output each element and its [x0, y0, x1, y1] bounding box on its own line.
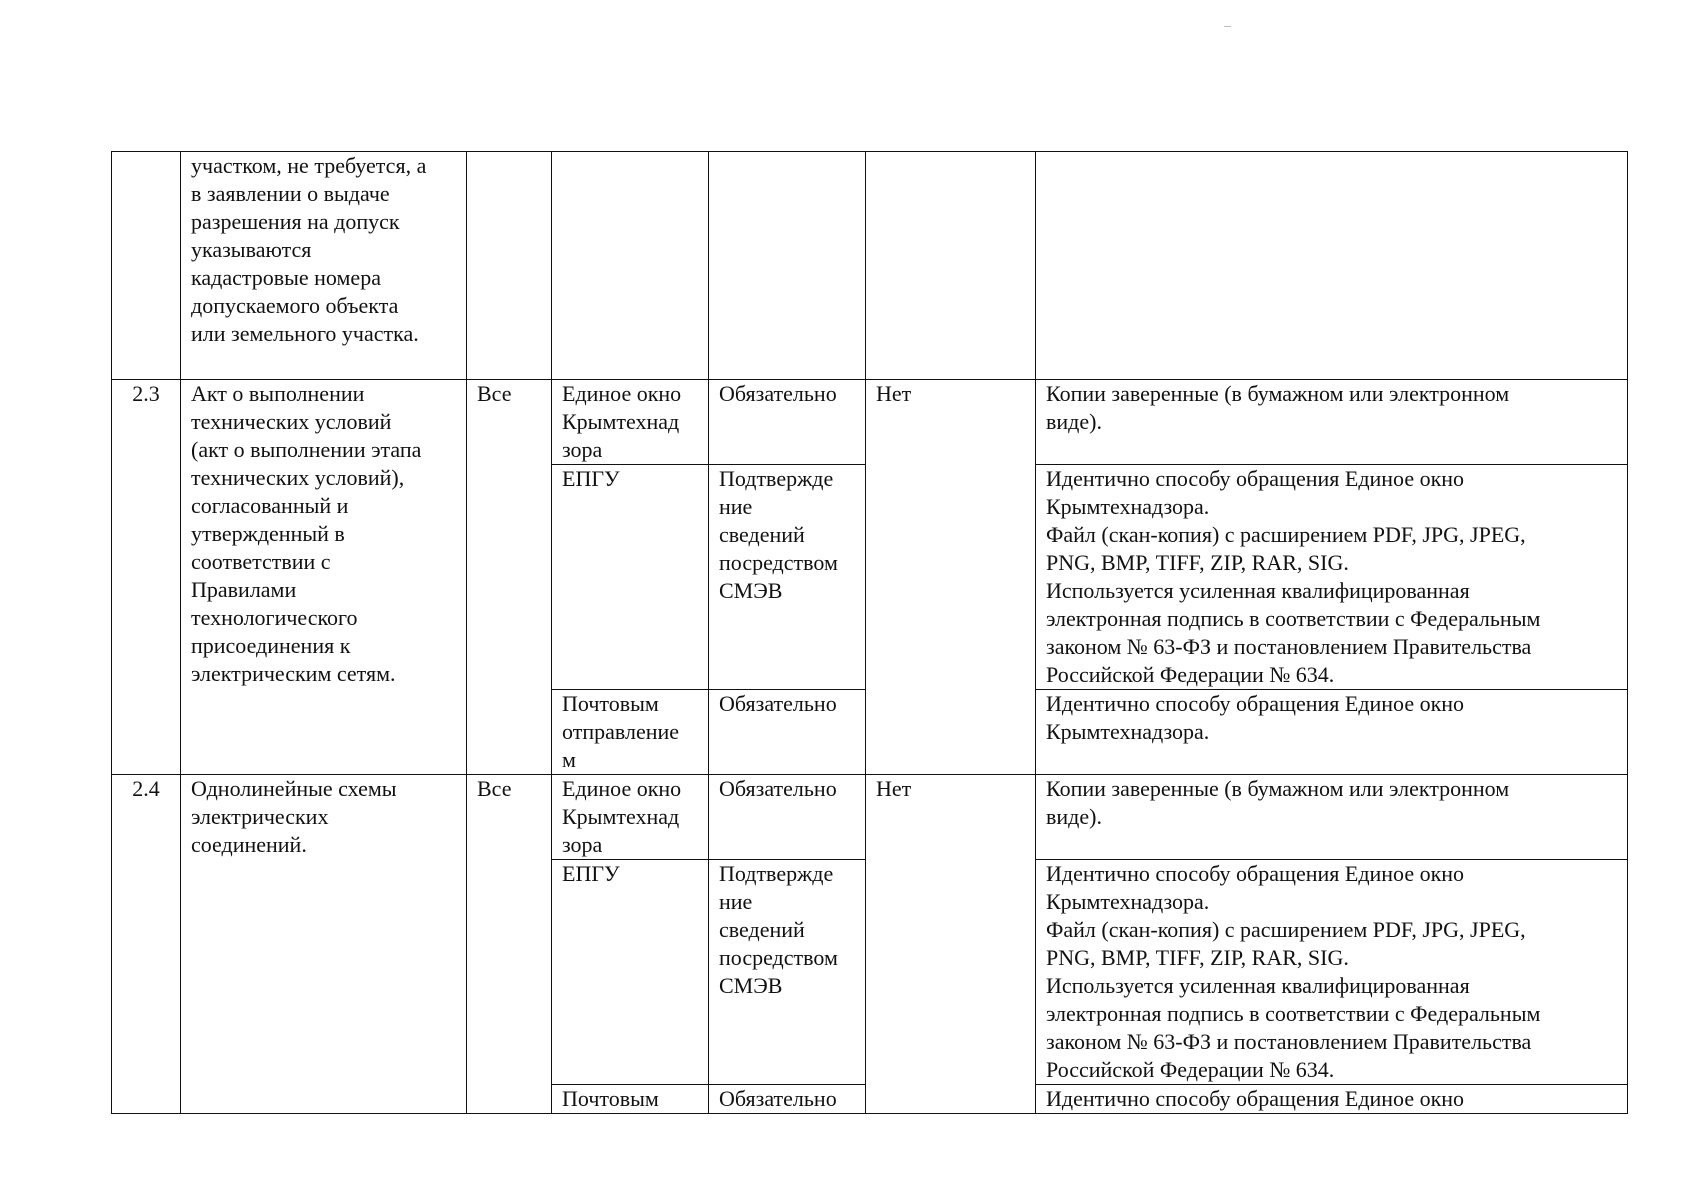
- document-table: [111, 151, 1628, 1114]
- requirement-value: Нет: [866, 380, 1036, 775]
- submission-requirement: Подтвержде ние сведений посредством СМЭВ: [709, 860, 866, 1085]
- document-form: Идентично способу обращения Единое окно: [1036, 1085, 1628, 1114]
- requirement-value: Нет: [866, 775, 1036, 1114]
- row-number: 2.4: [112, 775, 181, 1114]
- submission-requirement: Обязательно: [709, 775, 866, 860]
- document-form: Идентично способу обращения Единое окно Крымтехнадзора. Файл (скан-копия) с расширением PDF, JPG, JPEG, PNG, BMP, TIFF, ZIP, RAR, SIG. Используется усиленная квалифицированная электронная подпись в соответствии с Федеральным законом № 63-ФЗ и постановлением Правительства Российской Федерации № 634.: [1036, 465, 1628, 690]
- requirement-cell: [866, 152, 1036, 380]
- document-form: Копии заверенные (в бумажном или электронном виде).: [1036, 775, 1628, 860]
- submission-channel: ЕПГУ: [552, 465, 709, 690]
- submission-cell: [709, 152, 866, 380]
- submission-channel: Единое окно Крымтехнад зора: [552, 380, 709, 465]
- table-row: [112, 380, 1628, 465]
- document-description: Однолинейные схемы электрических соединений.: [181, 775, 467, 1114]
- submission-channel: Единое окно Крымтехнад зора: [552, 775, 709, 860]
- submission-channel: ЕПГУ: [552, 860, 709, 1085]
- applicant-category: Все: [467, 380, 552, 775]
- submission-requirement: Подтвержде ние сведений посредством СМЭВ: [709, 465, 866, 690]
- table-row: [112, 775, 1628, 860]
- submission-channel: Почтовым: [552, 1085, 709, 1114]
- document-form: Идентично способу обращения Единое окно Крымтехнадзора. Файл (скан-копия) с расширением PDF, JPG, JPEG, PNG, BMP, TIFF, ZIP, RAR, SIG. Используется усиленная квалифицированная электронная подпись в соответствии с Федеральным законом № 63-ФЗ и постановлением Правительства Российской Федерации № 634.: [1036, 860, 1628, 1085]
- row-number: 2.3: [112, 380, 181, 775]
- submission-requirement: Обязательно: [709, 690, 866, 775]
- table-row-continuation: [112, 152, 1628, 380]
- channel-cell: [552, 152, 709, 380]
- document-form: Идентично способу обращения Единое окно Крымтехнадзора.: [1036, 690, 1628, 775]
- description-cell: участком, не требуется, а в заявлении о выдаче разрешения на допуск указываются кадастровые номера допускаемого объекта или земельного участка.: [181, 152, 467, 380]
- form-cell: [1036, 152, 1628, 380]
- submission-channel: Почтовым отправление м: [552, 690, 709, 775]
- applicant-category: Все: [467, 775, 552, 1114]
- applicants-cell: [467, 152, 552, 380]
- document-description: Акт о выполнении технических условий (акт о выполнении этапа технических условий), согласованный и утвержденный в соответствии с Правилами технологического присоединения к электрическим сетям.: [181, 380, 467, 775]
- document-form: Копии заверенные (в бумажном или электронном виде).: [1036, 380, 1628, 465]
- number-cell: [112, 152, 181, 380]
- submission-requirement: Обязательно: [709, 380, 866, 465]
- submission-requirement: Обязательно: [709, 1085, 866, 1114]
- scan-speck: [1224, 26, 1231, 27]
